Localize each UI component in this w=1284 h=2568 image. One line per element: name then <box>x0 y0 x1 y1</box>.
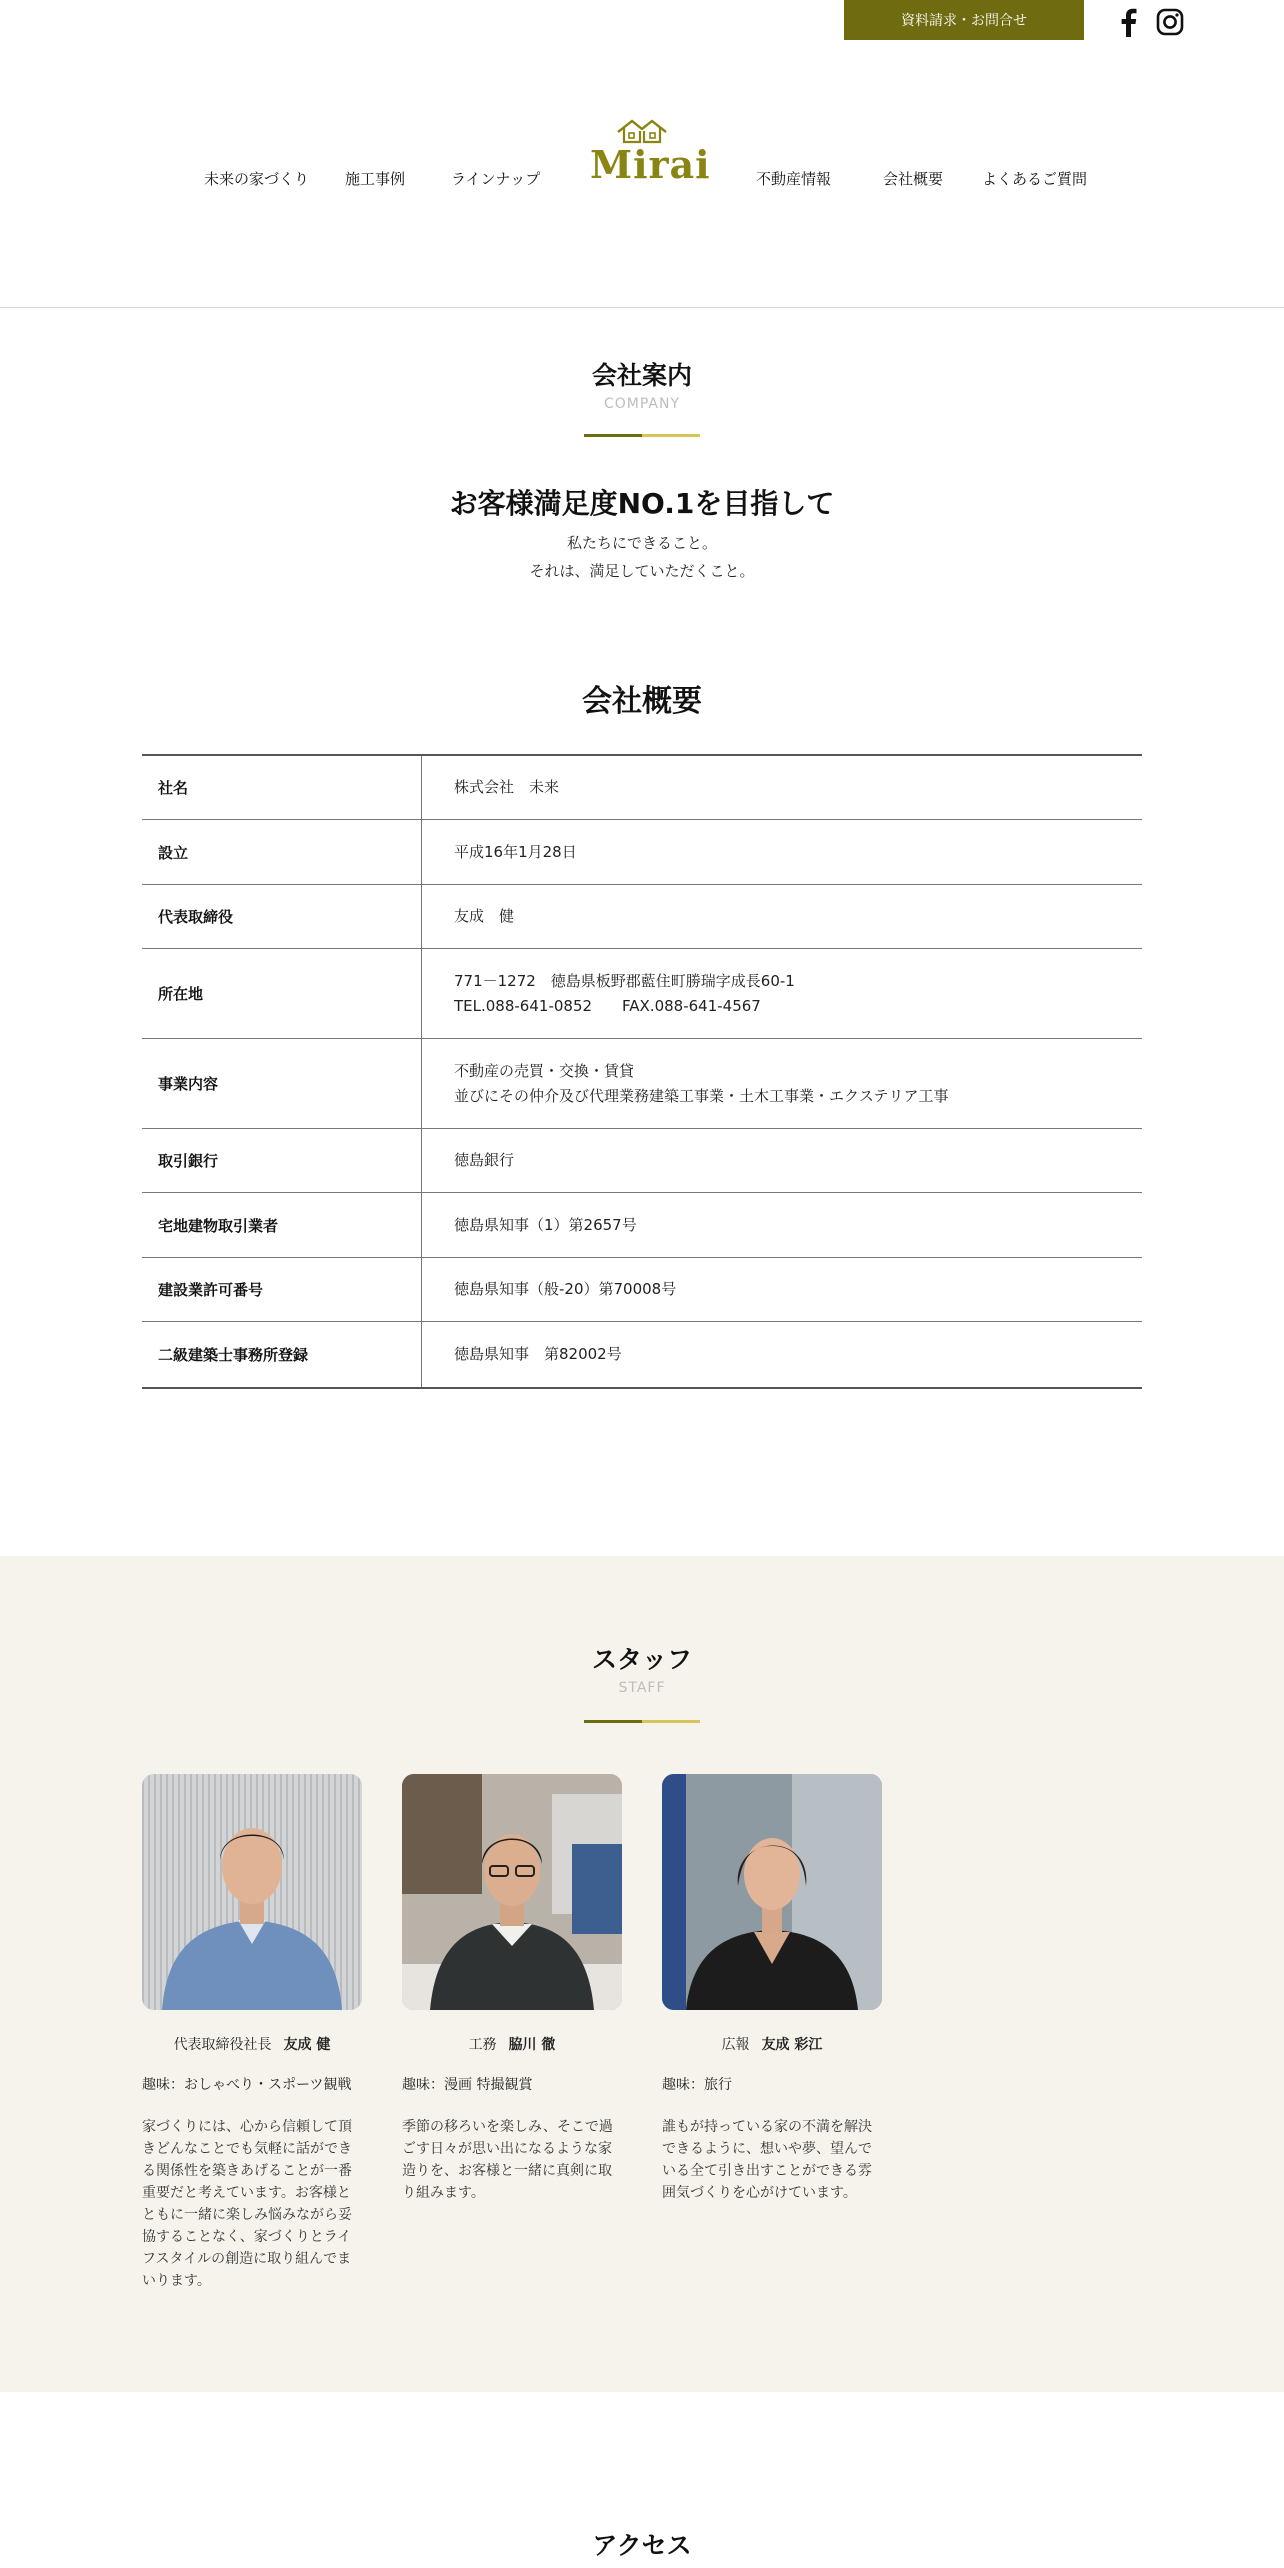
company-title-underline <box>584 434 700 437</box>
staff-role: 工務 <box>468 2037 497 2053</box>
overview-value-line: 友成 健 <box>454 907 515 925</box>
staff-photo-construction <box>402 1774 622 2010</box>
staff-bio: 誰もが持っている家の不満を解決できるように、想いや夢、望んでいる全て引き出すことができる雰囲気づくりを心がけています。 <box>662 2119 872 2201</box>
nav-lineup[interactable]: ラインナップ <box>451 170 541 188</box>
staff-hobby: 趣味：漫画 特撮観賞 <box>402 2077 533 2093</box>
overview-row-value <box>422 949 1142 1038</box>
nav-faq[interactable]: よくあるご質問 <box>982 170 1088 188</box>
staff-photo-pr <box>662 1774 882 2010</box>
overview-value-line: 771－1272 徳島県板野郡藍住町勝瑞字成長60-1 <box>454 971 795 990</box>
staff-name: 脇川 徹 <box>508 2037 556 2053</box>
lead-title: お客様満足度NO.1を目指して <box>449 487 835 520</box>
overview-row <box>142 1322 1142 1387</box>
overview-row-label: 設立 <box>142 820 422 884</box>
overview-value-line: 徳島県知事（1）第2657号 <box>454 1215 637 1234</box>
overview-row-label: 所在地 <box>142 949 422 1038</box>
overview-row-value <box>422 1322 1142 1387</box>
overview-row <box>142 1039 1142 1129</box>
overview-row-value <box>422 1258 1142 1321</box>
overview-row-label: 代表取締役 <box>142 885 422 948</box>
overview-row-label: 宅地建物取引業者 <box>142 1193 422 1257</box>
overview-row-value <box>422 1193 1142 1257</box>
company-title: 会社案内 <box>591 361 692 390</box>
request-info-contact-button[interactable]: 資料請求・お問合せ <box>844 0 1084 40</box>
overview-row-label: 事業内容 <box>142 1039 422 1128</box>
overview-row <box>142 1193 1142 1258</box>
overview-value-line: 徳島県知事 第82002号 <box>454 1345 622 1363</box>
overview-row <box>142 820 1142 885</box>
staff-subtitle: STAFF <box>618 1680 666 1696</box>
overview-row-value <box>422 1039 1142 1128</box>
staff-title-underline <box>584 1720 700 1723</box>
company-subtitle: COMPANY <box>603 396 681 412</box>
overview-row-value <box>422 885 1142 948</box>
nav-company[interactable]: 会社概要 <box>883 170 944 188</box>
company-overview-table <box>142 754 1142 1389</box>
staff-role-name <box>142 2034 362 2054</box>
instagram-icon[interactable] <box>1154 6 1186 38</box>
overview-title: 会社概要 <box>582 684 702 719</box>
staff-photo-president <box>142 1774 362 2010</box>
overview-row-value <box>422 820 1142 884</box>
overview-value-line: 平成16年1月28日 <box>454 842 577 861</box>
facebook-icon[interactable] <box>1112 6 1144 38</box>
overview-value-line: TEL.088-641-0852 FAX.088-641-4567 <box>454 996 761 1015</box>
staff-role-name <box>662 2034 882 2054</box>
overview-row <box>142 885 1142 949</box>
staff-name: 友成 健 <box>283 2037 331 2053</box>
lead-line-1: 私たちにできること。 <box>566 534 717 552</box>
nav-mirai-house[interactable]: 未来の家づくり <box>204 170 310 188</box>
nav-works[interactable]: 施工事例 <box>345 170 406 188</box>
overview-row <box>142 1258 1142 1322</box>
overview-value-line: 徳島県知事（般-20）第70008号 <box>454 1280 677 1298</box>
access-title: アクセス <box>592 2531 692 2560</box>
overview-row-label: 社名 <box>142 756 422 819</box>
overview-row <box>142 1129 1142 1193</box>
overview-row-label: 二級建築士事務所登録 <box>142 1322 422 1387</box>
logo-text: Mirai <box>590 142 711 187</box>
overview-value-line: 徳島銀行 <box>454 1151 515 1169</box>
overview-row <box>142 949 1142 1039</box>
staff-hobby: 趣味：旅行 <box>662 2077 732 2093</box>
mirai-logo[interactable] <box>590 118 711 188</box>
overview-row-label: 取引銀行 <box>142 1129 422 1192</box>
staff-hobby: 趣味：おしゃべり・スポーツ観戦 <box>142 2077 352 2093</box>
lead-line-2: それは、満足していただくこと。 <box>529 562 755 580</box>
staff-bio: 季節の移ろいを楽しみ、そこで過ごす日々が思い出になるような家造りを、お客様と一緒に真剣に取り組みます。 <box>402 2119 613 2201</box>
staff-role: 広報 <box>721 2037 750 2053</box>
overview-value-line: 不動産の売買・交換・賃貸 <box>454 1061 635 1080</box>
header-divider <box>0 307 1284 308</box>
nav-real-estate[interactable]: 不動産情報 <box>756 170 832 188</box>
overview-value-line: 並びにその仲介及び代理業務建築工事業・土木工事業・エクステリア工事 <box>454 1086 949 1105</box>
staff-role: 代表取締役社長 <box>173 2037 272 2053</box>
staff-name: 友成 彩江 <box>761 2037 823 2053</box>
staff-bio: 家づくりには、心から信頼して頂きどんなことでも気軽に話ができる関係性を築きあげることが一番重要だと考えています。お客様とともに一緒に楽しみ悩みながら妥協することなく、家づくりとライフスタイルの創造に取り組んでまいります。 <box>142 2119 352 2289</box>
overview-row <box>142 756 1142 820</box>
overview-row-value <box>422 756 1142 819</box>
overview-row-label: 建設業許可番号 <box>142 1258 422 1321</box>
overview-row-value <box>422 1129 1142 1192</box>
staff-role-name <box>402 2034 622 2054</box>
staff-title: スタッフ <box>591 1645 692 1674</box>
overview-value-line: 株式会社 未来 <box>454 778 560 796</box>
